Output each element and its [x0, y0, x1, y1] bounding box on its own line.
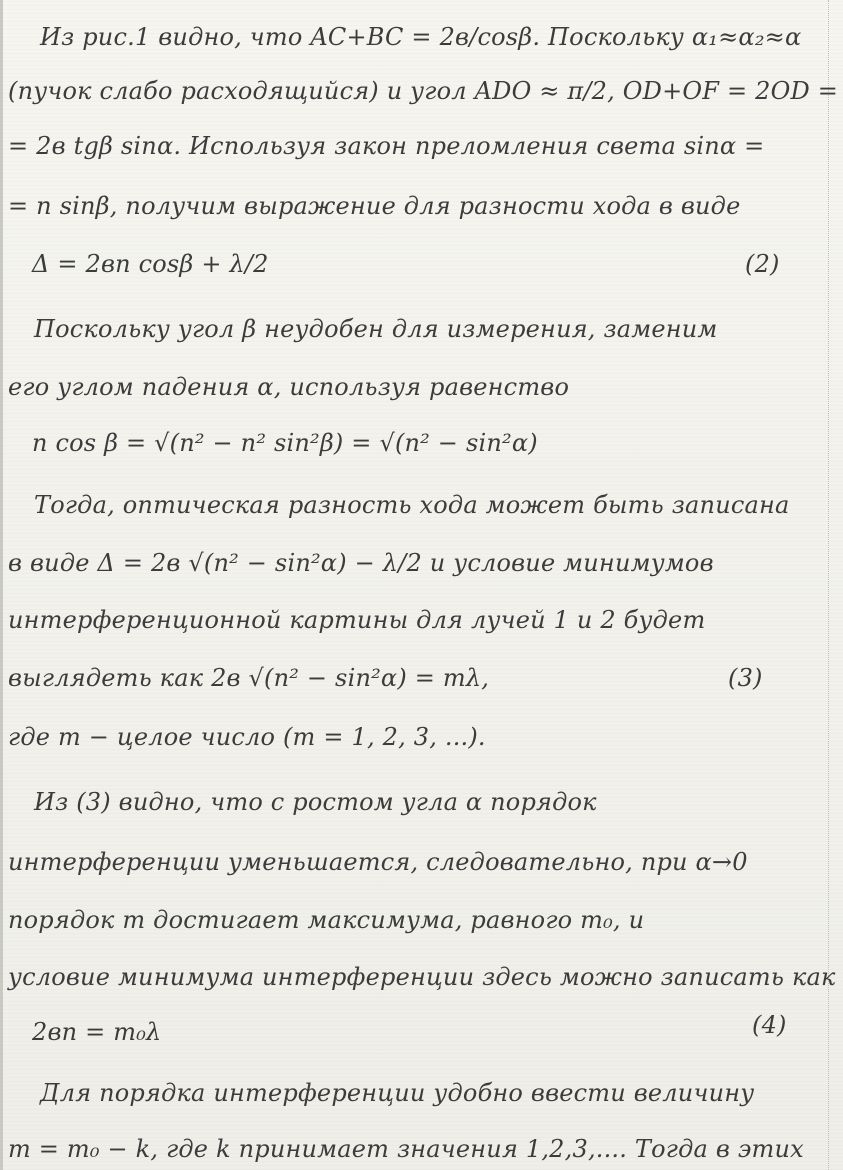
text-line-12: выглядеть как 2в √(n² − sin²α) = mλ,	[8, 664, 490, 692]
text-line-4: = n sinβ, получим выражение для разности хода в виде	[8, 192, 741, 220]
text-line-16: порядок m достигает максимума, равного m₀, и	[8, 906, 645, 934]
text-line-2: (пучок слабо расходящийся) и угол ADO ≈ π/2, OD+OF = 2OD =	[8, 77, 839, 105]
right-margin-line	[827, 0, 829, 1170]
text-line-19: Для порядка интерференции удобно ввести величину	[40, 1079, 755, 1107]
equation-number-2: (2)	[745, 250, 780, 278]
formula-line-4: 2вn = m₀λ	[32, 1018, 162, 1046]
text-line-13: где m − целое число (m = 1, 2, 3, ...).	[8, 723, 486, 751]
text-line-6: Поскольку угол β неудобен для измерения, заменим	[34, 315, 718, 343]
text-line-11: интерференционной картины для лучей 1 и 2 будет	[8, 606, 706, 634]
formula-line-ncosb: n cos β = √(n² − n² sin²β) = √(n² − sin²α)	[32, 429, 538, 457]
equation-number-3: (3)	[728, 664, 763, 692]
equation-number-4: (4)	[752, 1011, 787, 1039]
text-line-20: m = m₀ − k, где k принимает значения 1,2,3,.... Тогда в этих	[8, 1135, 804, 1163]
formula-line-2: Δ = 2вn cosβ + λ/2	[32, 250, 269, 278]
text-line-14: Из (3) видно, что с ростом угла α порядок	[34, 788, 597, 816]
text-line-7: его углом падения α, используя равенство	[8, 373, 570, 401]
text-line-1: Из рис.1 видно, что AC+BC = 2в/cosβ. Поскольку α₁≈α₂≈α	[40, 23, 802, 51]
page-left-edge	[0, 0, 3, 1170]
text-line-10: в виде Δ = 2в √(n² − sin²α) − λ/2 и условие минимумов	[8, 549, 714, 577]
text-line-9: Тогда, оптическая разность хода может быть записана	[34, 491, 790, 519]
text-line-3: = 2в tgβ sinα. Используя закон преломления света sinα =	[8, 132, 765, 160]
text-line-15: интерференции уменьшается, следовательно, при α→0	[8, 848, 748, 876]
text-line-17: условие минимума интерференции здесь можно записать как	[8, 963, 836, 991]
